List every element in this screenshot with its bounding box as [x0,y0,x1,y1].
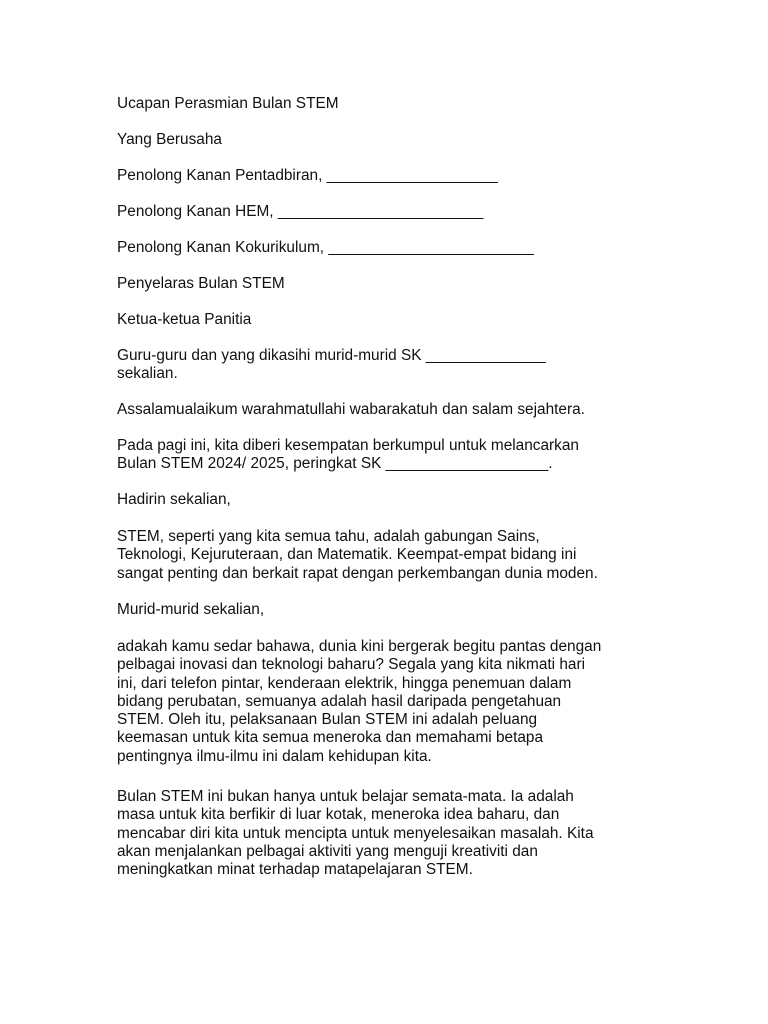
paragraph-dunia-kini: adakah kamu sedar bahawa, dunia kini bergerak begitu pantas dengan pelbagai inovasi dan teknologi baharu? Segala yang kita nikmati hari ini, dari telefon pintar, kenderaan elektrik, hingga penemuan dalam bidang perubatan, semuanya adalah hasil daripada pengetahuan STEM. Oleh itu, pelaksanaan Bulan STEM ini adalah peluang keemasan untuk kita semua meneroka dan memahami betapa pentingnya ilmu-ilmu ini dalam kehidupan kita. [117,638,602,765]
paragraph-opening: Pada pagi ini, kita diberi kesempatan berkumpul untuk melancarkan Bulan STEM 2024/ 2025, peringkat SK ___________________. [117,437,579,473]
paragraph-greeting: Assalamualaikum warahmatullahi wabarakatuh dan salam sejahtera. [117,401,585,418]
salutation-yang-berusaha: Yang Berusaha [117,131,222,148]
paragraph-stem-definition: STEM, seperti yang kita semua tahu, adalah gabungan Sains, Teknologi, Kejuruteraan, dan Matematik. Keempat-empat bidang ini sangat penting dan berkait rapat dengan perkembangan dunia moden. [117,528,598,582]
salutation-penyelaras: Penyelaras Bulan STEM [117,275,285,292]
salutation-pk-pentadbiran: Penolong Kanan Pentadbiran, ____________________ [117,167,498,184]
salutation-pk-hem: Penolong Kanan HEM, ________________________ [117,203,484,220]
paragraph-hadirin: Hadirin sekalian, [117,491,231,508]
salutation-pk-kokurikulum: Penolong Kanan Kokurikulum, ________________________ [117,239,534,256]
paragraph-bulan-stem: Bulan STEM ini bukan hanya untuk belajar semata-mata. Ia adalah masa untuk kita berfikir di luar kotak, meneroka idea baharu, dan mencabar diri kita untuk mencipta untuk menyelesaikan masalah. Kita akan menjalankan pelbagai aktiviti yang menguji kreativiti dan meningkatkan minat terhadap matapelajaran STEM. [117,788,594,879]
paragraph-murid-sekalian: Murid-murid sekalian, [117,601,265,618]
salutation-guru-murid: Guru-guru dan yang dikasihi murid-murid SK ______________ sekalian. [117,347,546,383]
document-title: Ucapan Perasmian Bulan STEM [117,95,339,112]
salutation-ketua-panitia: Ketua-ketua Panitia [117,311,252,328]
